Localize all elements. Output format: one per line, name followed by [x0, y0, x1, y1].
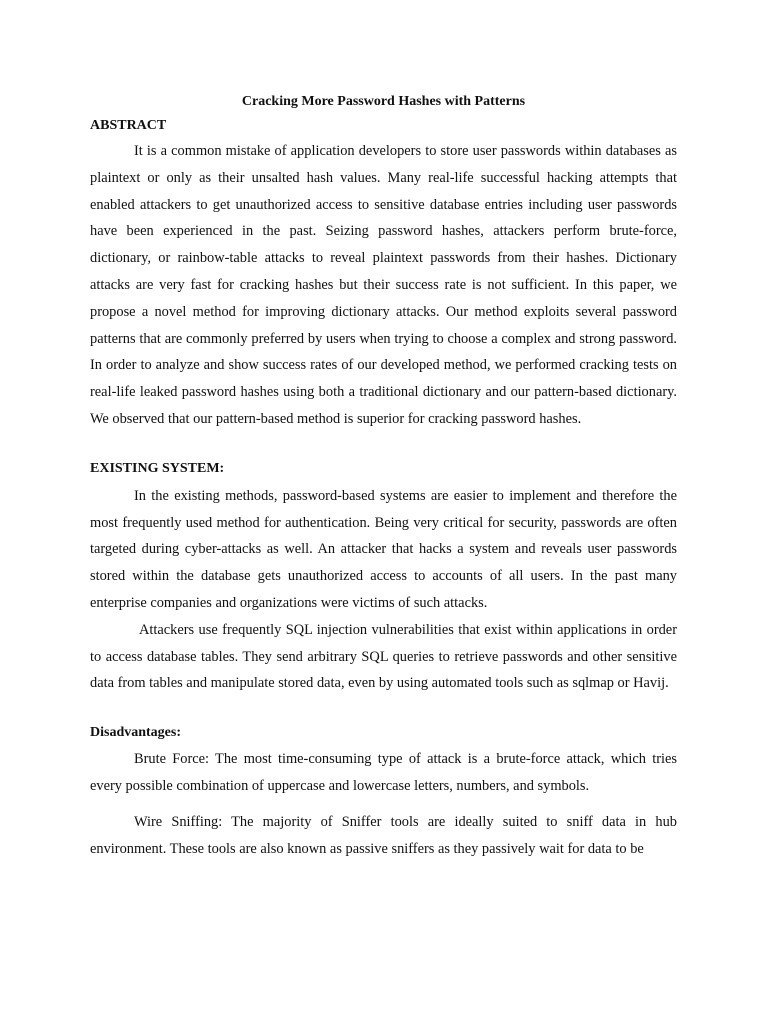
existing-system-paragraph-1: In the existing methods, password-based systems are easier to implement and therefore the most frequently used method for authentication. Being very critical for security, passwords are often targeted during cyber-attacks as well. An attacker that hacks a system and reveals user passwords stored within the database gets unauthorized access to accounts of all users. In the past many enterprise companies and organizations were victims of such attacks.: [90, 487, 677, 611]
abstract-heading: ABSTRACT: [90, 118, 167, 133]
abstract-paragraph: It is a common mistake of application developers to store user passwords within databases as plaintext or only as their unsalted hash values. Many real-life successful hacking attempts that enabled attackers to get unauthorized access to sensitive database entries including user passwords have been experienced in the past. Seizing password hashes, attackers perform brute-force, dictionary, or rainbow-table attacks to reveal plaintext passwords from their hashes. Dictionary attacks are very fast for cracking hashes but their success rate is not sufficient. In this paper, we propose a novel method for improving dictionary attacks. Our method exploits several password patterns that are commonly preferred by users when trying to choose a complex and strong password. In order to analyze and show success rates of our developed method, we performed cracking tests on real-life leaked password hashes using both a traditional dictionary and our pattern-based dictionary. We observed that our pattern-based method is superior for cracking password hashes.: [90, 143, 677, 427]
disadvantage-brute-force: Brute Force: The most time-consuming type of attack is a brute-force attack, which tries every possible combination of uppercase and lowercase letters, numbers, and symbols.: [90, 751, 677, 794]
spacer: [90, 800, 677, 809]
document-title: Cracking More Password Hashes with Patterns: [241, 94, 526, 109]
spacer: [90, 433, 677, 459]
document-body: [90, 92, 677, 862]
spacer: [90, 697, 677, 723]
disadvantages-heading: Disadvantages:: [90, 725, 182, 741]
existing-system-heading: EXISTING SYSTEM:: [90, 460, 225, 476]
disadvantage-wire-sniffing: Wire Sniffing: The majority of Sniffer tools are ideally suited to sniff data in hub environment. These tools are also known as passive sniffers as they passively wait for data to be: [90, 813, 677, 857]
existing-system-paragraph-2: Attackers use frequently SQL injection vulnerabilities that exist within applications in order to access database tables. They send arbitrary SQL queries to retrieve passwords and other sensitive data from tables and manipulate stored data, even by using automated tools such as sqlmap or Havij.: [90, 621, 677, 692]
